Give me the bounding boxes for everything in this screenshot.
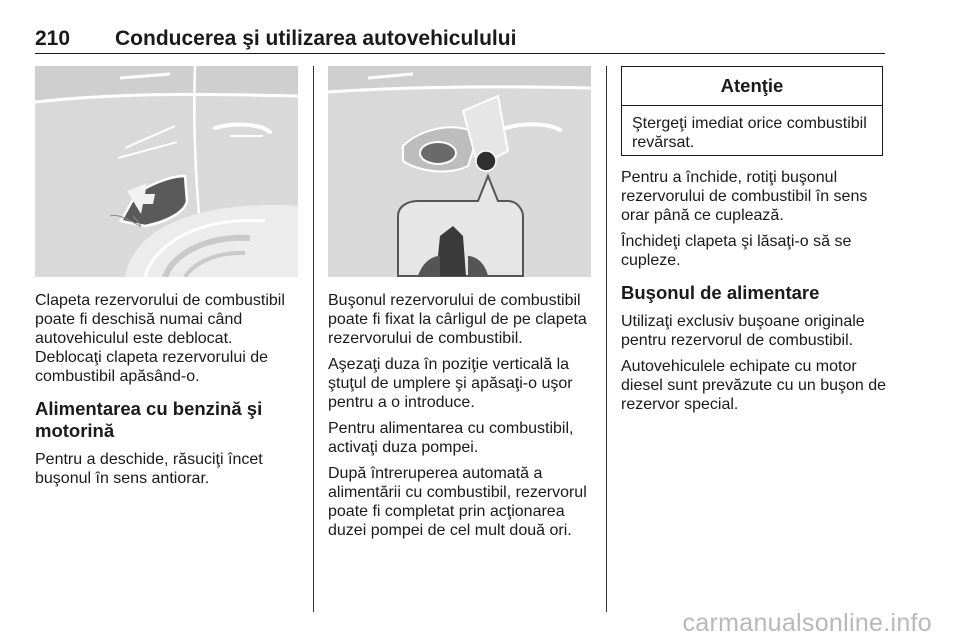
page-number: 210 [35,27,71,50]
warning-title: Atenţie [622,67,882,106]
paragraph: După întreruperea automată a alimentării cu combustibil, rezervorul poate fi completat prin acţionarea duzei pompei de cel mult două ori. [328,465,587,539]
column-divider-right [606,66,607,612]
paragraph: Pentru a închide, rotiţi buşonul rezervorului de combustibil în sens orar până ce cuplează. [621,169,868,224]
paragraph: Autovehiculele echipate cu motor diesel sunt prevăzute cu un buşon de rezervor special. [621,358,887,413]
fuel-cap-illustration [328,66,591,277]
watermark: carmanualsonline.info [682,609,932,637]
figure-caption: Clapeta rezervorului de combustibil poate fi deschisă numai când autovehiculul este deblocat. Deblocaţi clapeta rezervorului de combustibil apăsând-o. [35,292,285,385]
paragraph: Pentru a deschide, răsuciţi încet buşonul în sens antiorar. [35,451,263,487]
paragraph: Aşezaţi duza în poziţie verticală la ştuţul de umplere şi apăsaţi-o uşor pentru a o introduce. [328,356,573,411]
paragraph: Utilizaţi exclusiv buşoane originale pentru rezervorul de combustibil. [621,313,865,349]
paragraph: Buşonul rezervorului de combustibil poate fi fixat la cârligul de pe clapeta rezervorului de combustibil. [328,292,587,347]
paragraph: Pentru alimentarea cu combustibil, activaţi duza pompei. [328,420,574,456]
section-heading-fueling: Alimentarea cu benzină şi motorină [35,398,263,441]
warning-text: Ştergeţi imediat orice combustibil revărsat. [632,115,867,151]
paragraph: Închideţi clapeta şi lăsaţi-o să se cupleze. [621,233,852,269]
chapter-title: Conducerea şi utilizarea autovehiculului [115,27,517,50]
column-middle [328,291,594,547]
section-heading-fuel-cap: Buşonul de alimentare [621,282,820,303]
page-header [35,27,885,54]
column-divider-left [313,66,314,612]
column-left [35,291,297,495]
column-right [621,168,891,421]
fuel-flap-illustration [35,66,298,277]
warning-box [621,66,883,156]
